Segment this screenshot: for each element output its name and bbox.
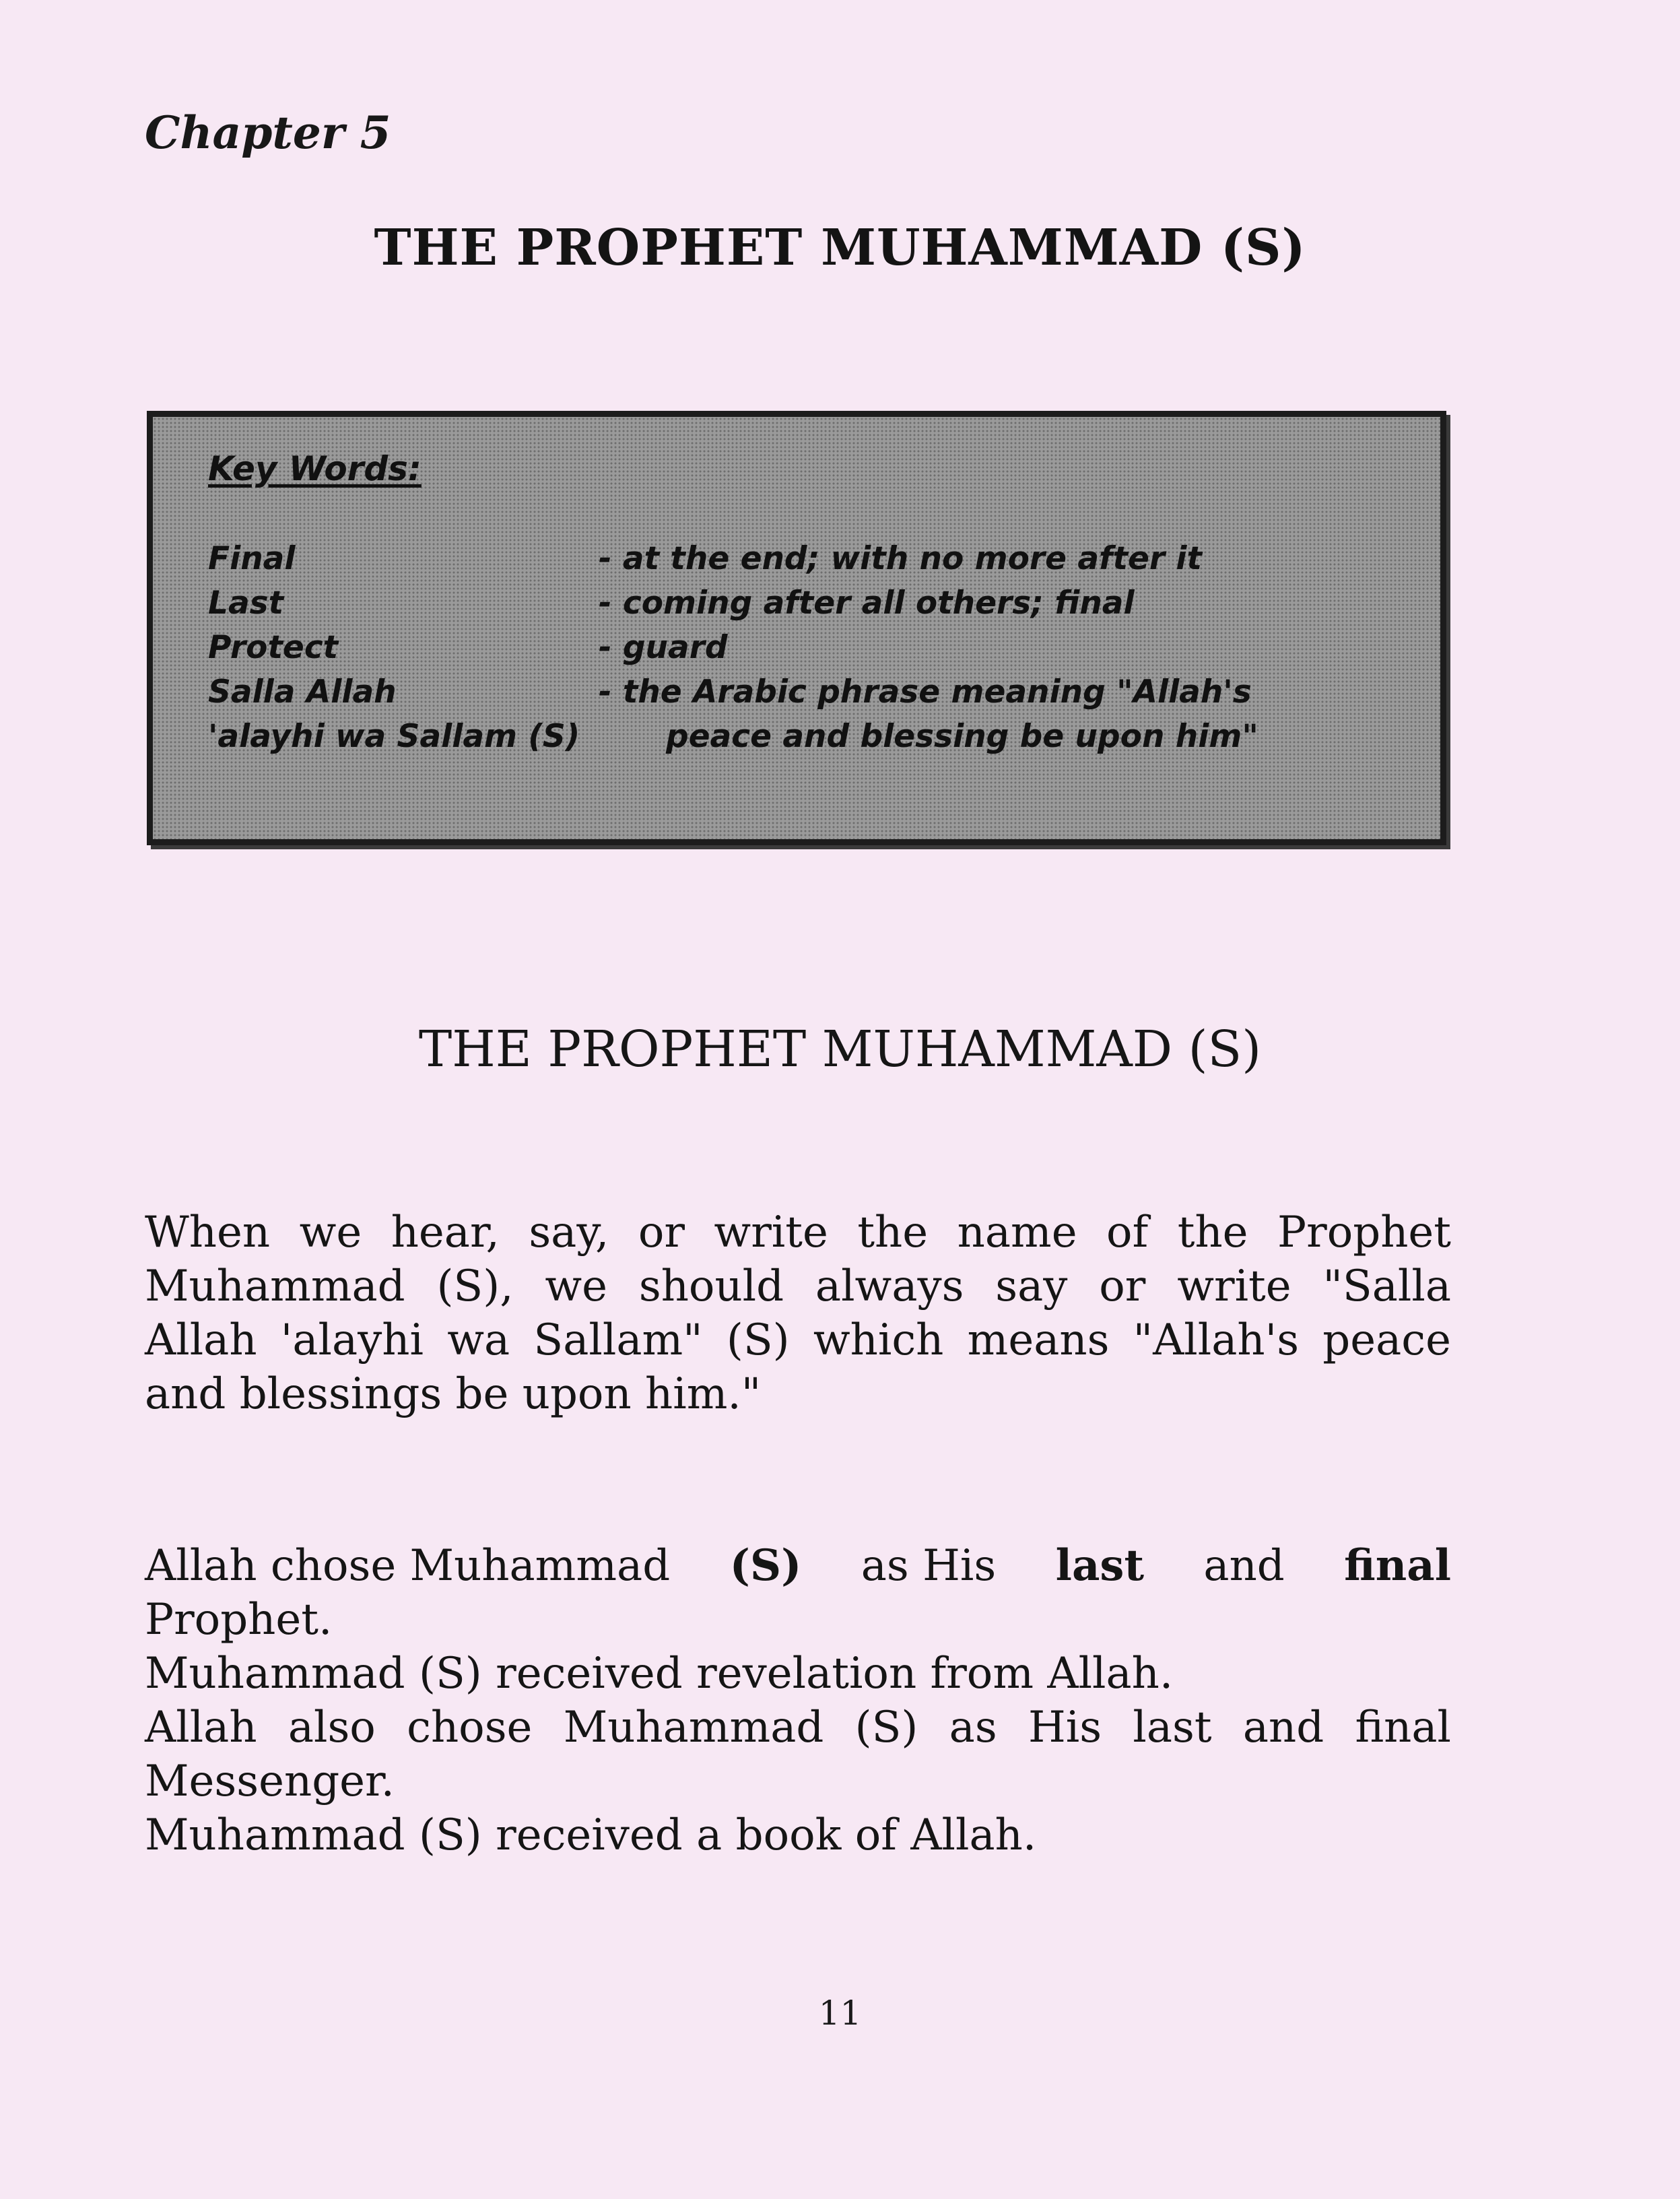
paragraph-line-emphasis xyxy=(145,1539,1451,1593)
key-word-definition: - coming after all others; final xyxy=(599,585,1135,622)
paragraph-line: Muhammad (S) received revelation from Allah. xyxy=(145,1649,1174,1699)
text-run-bold: final xyxy=(1344,1540,1451,1591)
page-number: 11 xyxy=(818,1994,862,2033)
paragraph-line: and blessings be upon him." xyxy=(145,1369,762,1419)
key-word-definition: - at the end; with no more after it xyxy=(599,540,1202,577)
key-word-term: Protect xyxy=(208,629,339,666)
key-words-heading: Key Words: xyxy=(208,449,422,488)
paragraph-line: Muhammad (S), we should always say or write "Salla xyxy=(145,1261,1451,1311)
key-word-term: Salla Allah xyxy=(208,674,397,711)
key-word-term: Final xyxy=(208,540,296,577)
paragraph-final-prophet xyxy=(145,1539,1451,1862)
paragraph-line: When we hear, say, or write the name of the Prophet xyxy=(145,1208,1451,1257)
text-run-bold: last xyxy=(1055,1540,1144,1591)
section-title: THE PROPHET MUHAMMAD (S) xyxy=(418,1020,1262,1078)
key-word-term: Last xyxy=(208,585,284,622)
key-word-term: 'alayhi wa Sallam (S) xyxy=(208,718,580,755)
text-run-bold: (S) xyxy=(729,1540,802,1591)
text-run: and xyxy=(1203,1541,1285,1591)
paragraph-name-blessing xyxy=(145,1206,1451,1421)
key-words-box xyxy=(147,411,1446,845)
key-word-definition: - guard xyxy=(599,629,728,666)
page-title: THE PROPHET MUHAMMAD (S) xyxy=(374,219,1306,277)
key-word-definition: peace and blessing be upon him" xyxy=(666,718,1258,755)
chapter-label: Chapter 5 xyxy=(145,106,391,159)
paragraph-line: Muhammad (S) received a book of Allah. xyxy=(145,1810,1037,1860)
paragraph-line: Prophet. xyxy=(145,1595,333,1645)
paragraph-line: Allah also chose Muhammad (S) as His last and final xyxy=(145,1703,1451,1752)
paragraph-line: Messenger. xyxy=(145,1757,395,1806)
paragraph-line: Allah 'alayhi wa Sallam" (S) which means "Allah's peace xyxy=(145,1315,1451,1365)
key-word-definition: - the Arabic phrase meaning "Allah's xyxy=(599,674,1252,711)
text-run: as His xyxy=(861,1541,997,1591)
text-run: Allah chose Muhammad xyxy=(145,1541,671,1591)
